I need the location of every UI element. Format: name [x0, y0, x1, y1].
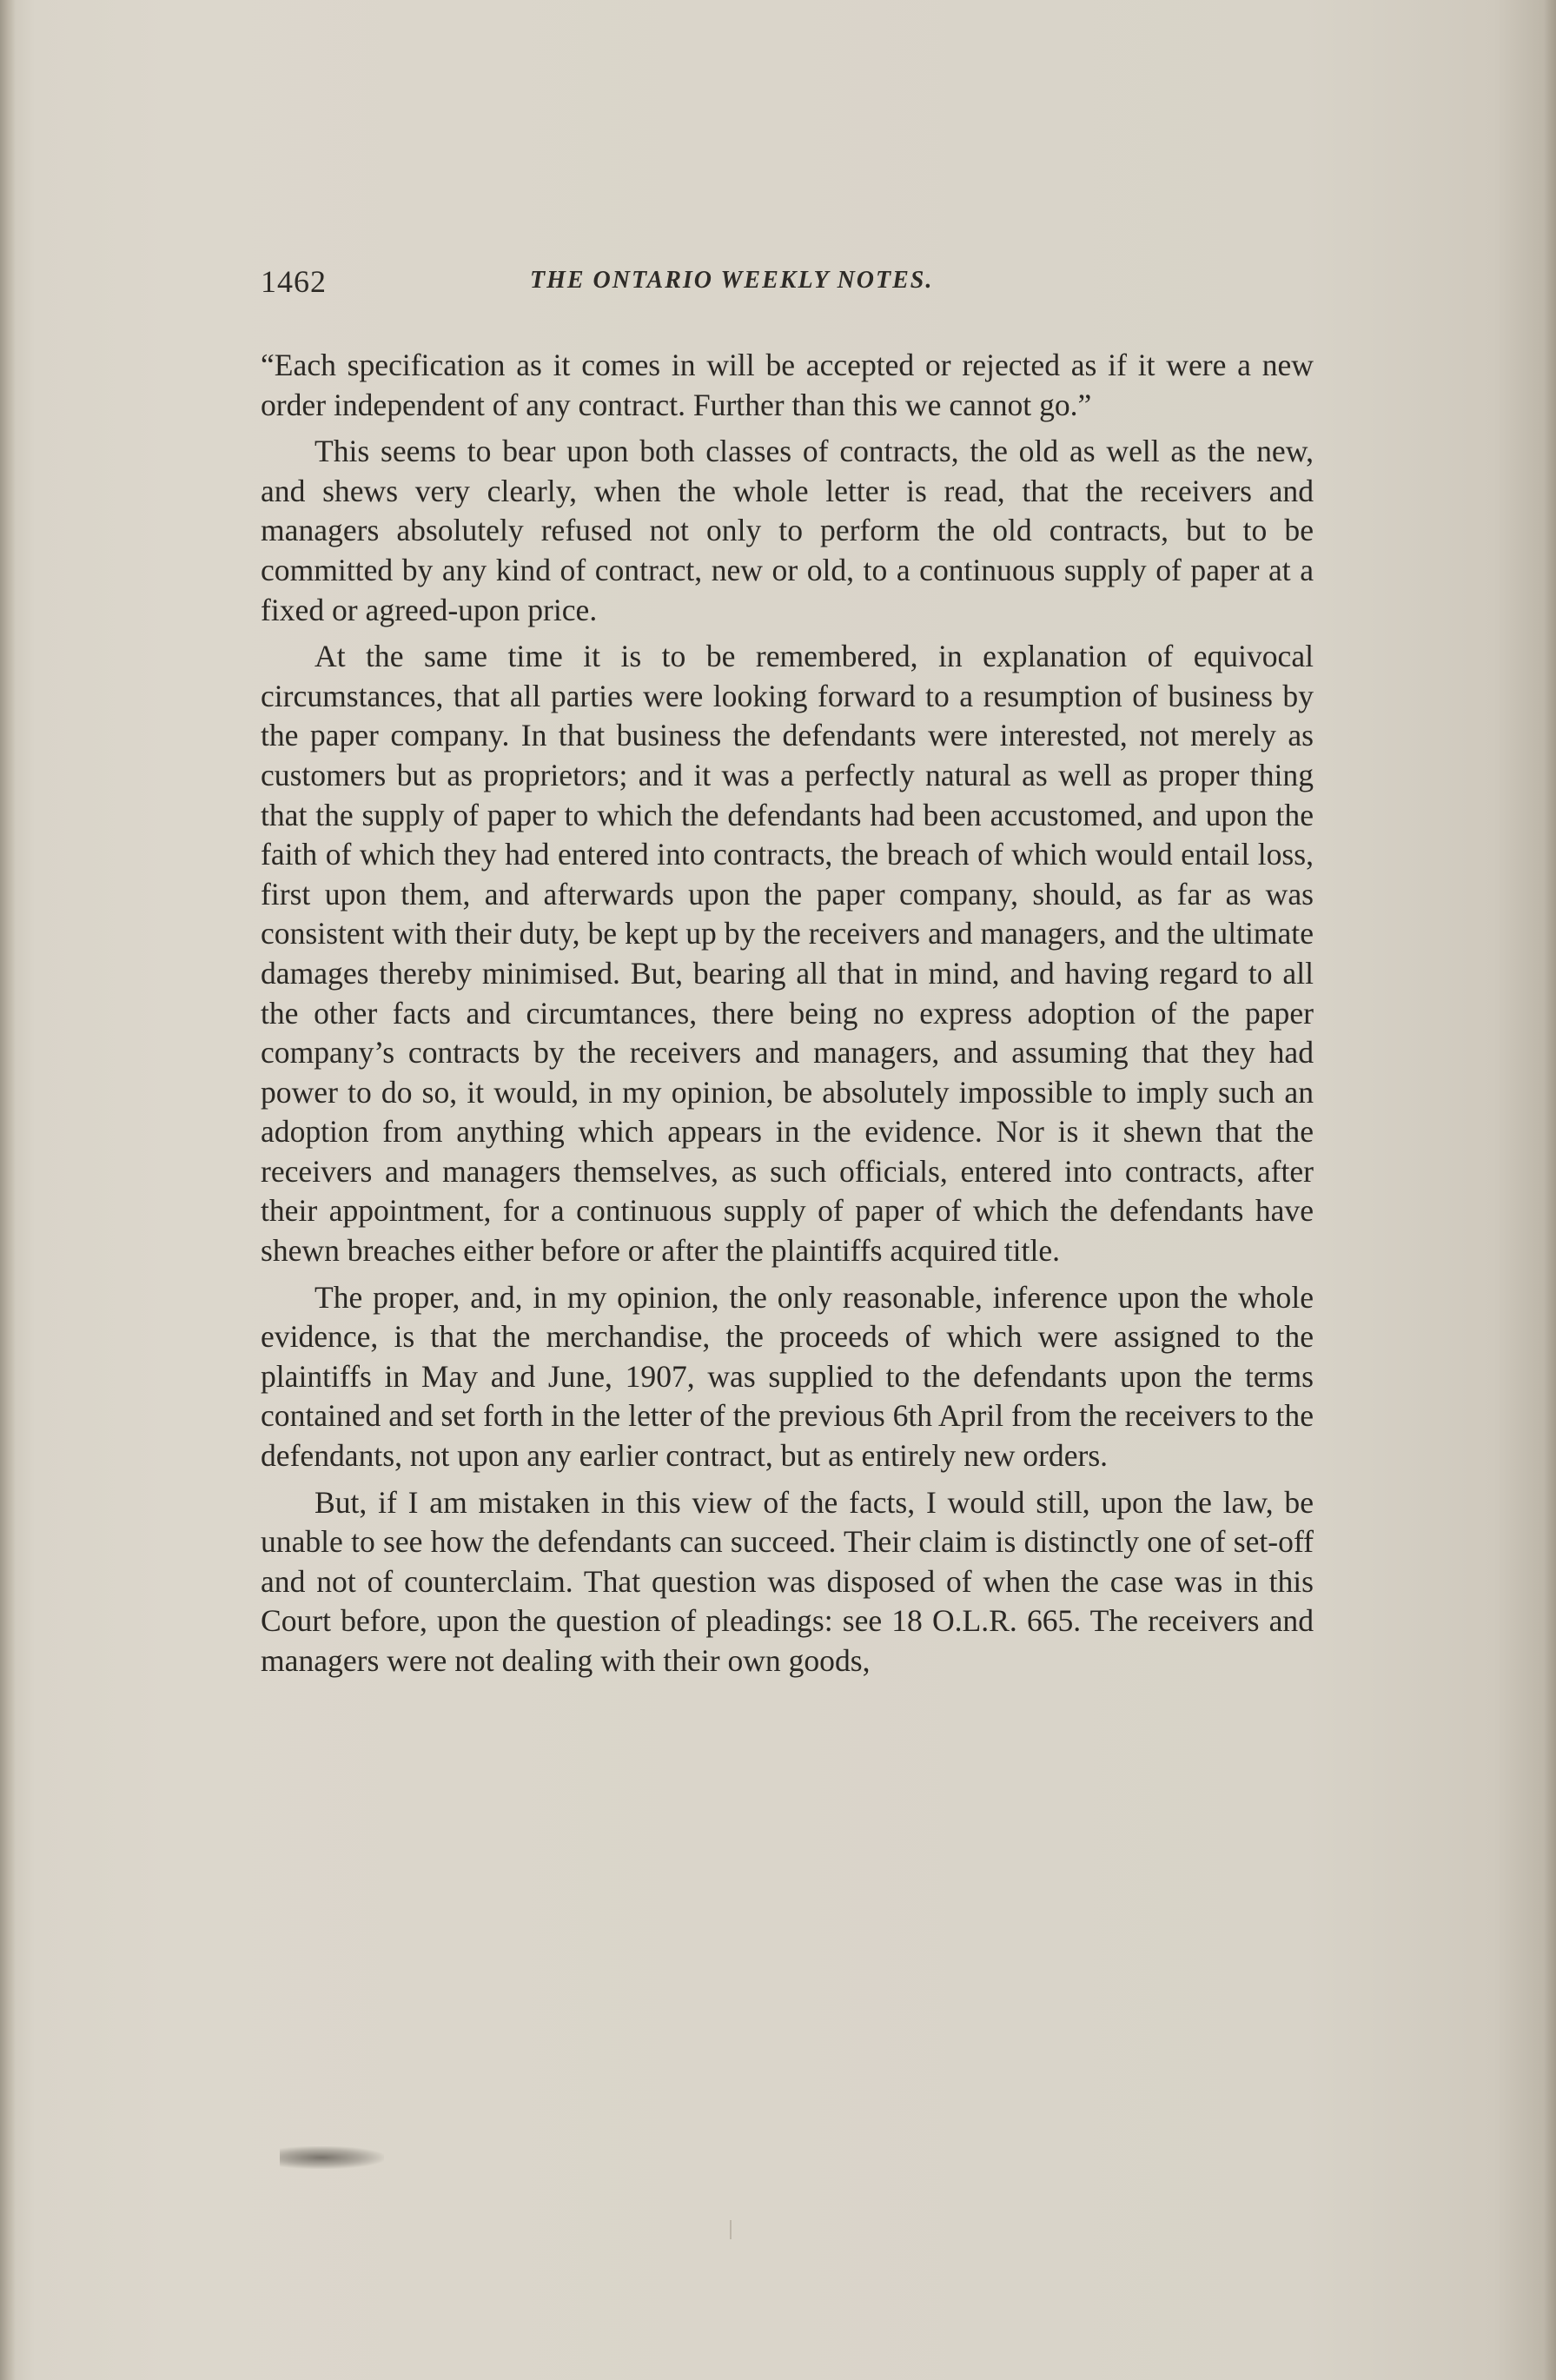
paragraph: At the same time it is to be remembered, in explanation of equivocal circumstances, that all parties were looking forward to a resumption of business by the paper company. In that business the defendants were interested, not merely as customers but as proprietors; and it was a perfectly natural as well as proper thing that the supply of paper to which the defendants had been accustomed, and upon the faith of which they had entered into contracts, the breach of which would entail loss, first upon them, and afterwards upon the paper company, should, as far as was consistent with their duty, be kept up by the receivers and managers, and the ultimate damages thereby minimised. But, bearing all that in mind, and having regard to all the other facts and circumtances, there being no express adoption of the paper company’s contracts by the receivers and managers, and assuming that they had power to do so, it would, in my opinion, be absolutely impossible to imply such an adoption from anything which appears in the evidence. Nor is it shewn that the receivers and managers themselves, as such officials, entered into contracts, after their appointment, for a continuous supply of paper of which the defendants have shewn breaches either before or after the plaintiffs acquired title. [261, 639, 1314, 1269]
paragraph-quote: “Each specification as it comes in will be accepted or rejected as if it were a new order independent of any contract. Further than this we cannot go.” [261, 348, 1314, 422]
paragraph: But, if I am mistaken in this view of the facts, I would still, upon the law, be unable to see how the defendants can succeed. Their claim is distinctly one of set-off and not of counterclaim. That question was disposed of when the case was in this Court before, upon the question of pleadings: see 18 O.L.R. 665. The receivers and managers were not dealing with their own goods, [261, 1484, 1314, 1678]
paragraph: The proper, and, in my opinion, the only reasonable, inference upon the whole evidence, is that the merchandise, the proceeds of which were assigned to the plaintiffs in May and June, 1907, was supplied to the defendants upon the terms contained and set forth in the letter of the previous 6th April from the receivers to the defendants, not upon any earlier contract, but as entirely new orders. [261, 1279, 1314, 1474]
page-right-shadow [1544, 0, 1556, 2380]
running-head: THE ONTARIO WEEKLY NOTES. [530, 267, 934, 294]
page-left-shadow [0, 0, 16, 2380]
paragraph: This seems to bear upon both classes of contracts, the old as well as the new, and shews very clearly, when the whole letter is read, that the receivers and managers absolutely refused not only to perform the old contracts, but to be committed by any kind of contract, new or old, to a continuous supply of paper at a fixed or agreed-upon price. [261, 434, 1314, 627]
paper-mark [730, 2220, 732, 2239]
ink-smudge [280, 2146, 384, 2169]
page-header [261, 263, 1312, 307]
body-text [261, 346, 1314, 1688]
page-number: 1462 [261, 264, 327, 299]
